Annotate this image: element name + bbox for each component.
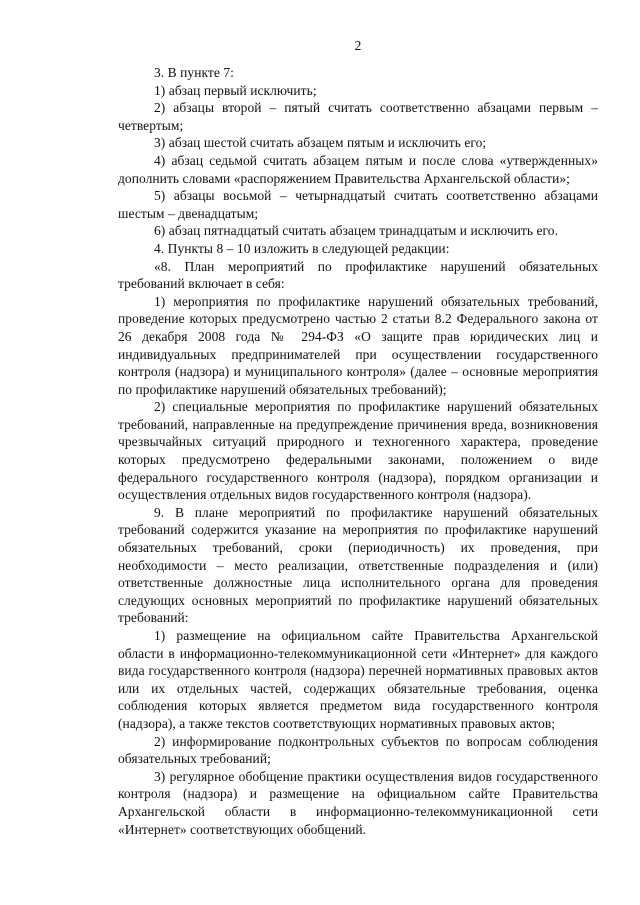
- paragraph-subitem-2: 2) абзацы второй – пятый считать соответственно абзацами первым – четвертым;: [118, 100, 598, 133]
- paragraph-clause-8: «8. План мероприятий по профилактике нарушений обязательных требований включает в себя:: [118, 258, 598, 292]
- paragraph-item-3: 3. В пункте 7:: [154, 65, 234, 80]
- paragraph-subitem-3: 3) абзац шестой считать абзацем пятым и исключить его;: [154, 135, 487, 151]
- paragraph-subitem-1: 1) абзац первый исключить;: [154, 82, 317, 98]
- paragraph-clause-9-sub-2: 2) информирование подконтрольных субъектов по вопросам соблюдения обязательных требований;: [118, 733, 598, 767]
- paragraph-clause-9: 9. В плане мероприятий по профилактике нарушений обязательных требований содержится указание на мероприятия по профилактике нарушений обязательных требований, сроки (периодичность) их проведения, при необходимости – место реализации, ответственные подразделения и (или) ответственные должностные лица исполнительного органа для проведения следующих основных мероприятий по профилактике нарушений обязательных требований:: [118, 504, 598, 626]
- paragraph-subitem-4: 4) абзац седьмой считать абзацем пятым и после слова «утвержденных» дополнить словами «распоряжением Правительства Архангельской области»;: [118, 152, 598, 186]
- paragraph-clause-9-sub-3: 3) регулярное обобщение практики осуществления видов государственного контроля (надзора) и размещение на официальном сайте Правительства Архангельской области в информационно-телекоммуникационной сети «Интернет» соответствующих обобщений.: [118, 768, 598, 837]
- paragraph-subitem-6: 6) абзац пятнадцатый считать абзацем тринадцатым и исключить его.: [154, 223, 559, 239]
- paragraph-clause-8-sub-1: 1) мероприятия по профилактике нарушений обязательных требований, проведение которых предусмотрено частью 2 статьи 8.2 Федерального закона от 26 декабря 2008 года № 294-ФЗ «О защите прав юридических лиц и индивидуальных предпринимателей при осуществлении государственного контроля (надзора) и муниципального контроля» (далее – основные мероприятия по профилактике нарушений обязательных требований);: [118, 293, 598, 397]
- paragraph-item-4: 4. Пункты 8 – 10 изложить в следующей редакции:: [154, 240, 450, 256]
- paragraph-subitem-5: 5) абзацы восьмой – четырнадцатый считать соответственно абзацами шестым – двенадцатым;: [118, 188, 598, 221]
- page-number: 2: [354, 38, 362, 53]
- paragraph-clause-8-sub-2: 2) специальные мероприятия по профилактике нарушений обязательных требований, направленные на предупреждение причинения вреда, возникновения чрезвычайных ситуаций природного и техногенного характера, проведение которых предусмотрено федеральными законами, положением о виде федерального государственного контроля (надзора), порядком организации и осуществления отдельных видов государственного контроля (надзора).: [118, 399, 598, 503]
- paragraph-clause-9-sub-1: 1) размещение на официальном сайте Правительства Архангельской области в информационно-телекоммуникационной сети «Интернет» для каждого вида государственного контроля (надзора) перечней нормативных правовых актов или их отдельных частей, содержащих обязательные требования, оценка соблюдения которых является предметом вида государственного контроля (надзора), а также текстов соответствующих нормативных правовых актов;: [118, 628, 598, 731]
